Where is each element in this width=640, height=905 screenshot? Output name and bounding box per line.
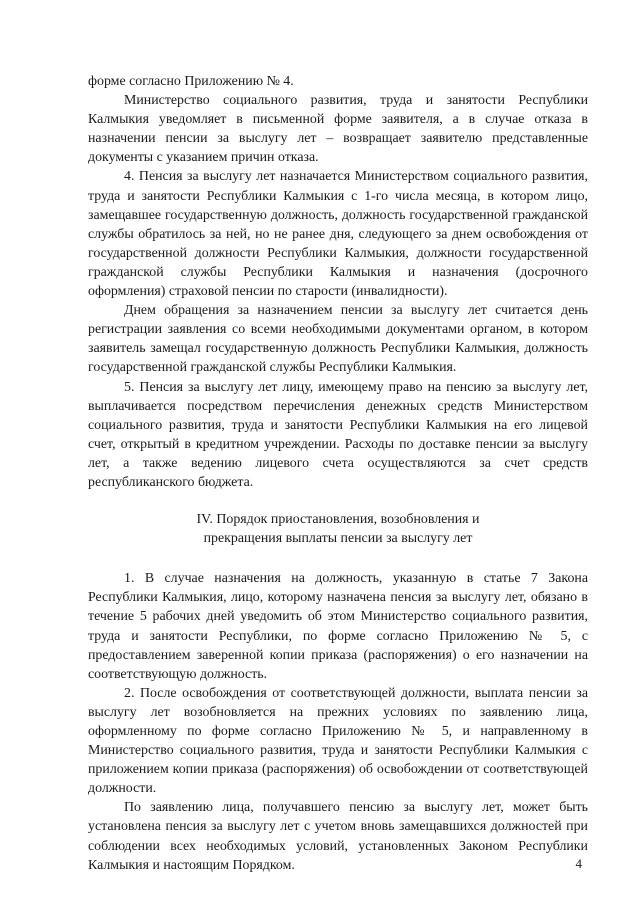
paragraph-continuation: форме согласно Приложению № 4. (88, 74, 294, 89)
page-number: 4 (575, 856, 582, 871)
section-title-line-1: IV. Порядок приостановления, возобновления и (196, 512, 480, 528)
paragraph-item-4: 4. Пенсия за выслугу лет назначается Министерством социального развития, труда и занятости Республики Калмыкия с 1-го числа месяца, в котором лицо, замещавшее государственную должность, должность государственной гражданской службы обратилось за ней, но не ранее дня, следующего за днем освобождения от государственной должности Республики Калмыкия, должности государственной гражданской службы Республики Калмыкия и назначения (досрочного оформления) страховой пенсии по старости (инвалидности). (88, 169, 588, 300)
paragraph-section-closing: По заявлению лица, получавшего пенсию за выслугу лет, может быть установлена пенсия за выслугу лет с учетом вновь замещавшихся должностей при соблюдении всех необходимых условий, установленных Законом Республики Калмыкия и настоящим Порядком. (88, 800, 588, 873)
paragraph-notification: Министерство социального развития, труда и занятости Республики Калмыкия уведомляет в письменной форме заявителя, а в случае отказа в назначении пенсии за выслугу лет – возвращает заявителю представленные документы с указанием причин отказа. (88, 93, 588, 166)
paragraph-section-item-1: 1. В случае назначения на должность, указанную в статье 7 Закона Республики Калмыкия, лицо, которому назначена пенсия за выслугу лет, обязано в течение 5 рабочих дней уведомить об этом Министерство социального развития, труда и занятости Республики, по форме согласно Приложению № 5, с предоставлением заверенной копии приказа (распоряжения) о его назначении на соответствующую должность. (88, 571, 588, 682)
paragraph-section-item-2: 2. После освобождения от соответствующей должности, выплата пенсии за выслугу лет возобновляется на прежних условиях по заявлению лица, оформленному по форме согласно Приложению № 5, и направленному в Министерство социального развития, труда и занятости Республики Калмыкия с приложением копии приказа (распоряжения) об освобождении от соответствующей должности. (88, 685, 588, 797)
section-title-line-2: прекращения выплаты пенсии за выслугу лет (203, 531, 473, 547)
section-title (88, 510, 588, 548)
paragraph-item-5: 5. Пенсия за выслугу лет лицу, имеющему право на пенсию за выслугу лет, выплачивается посредством перечисления денежных средств Министерством социального развития, труда и занятости Республики Калмыкия на его лицевой счет, открытый в кредитном учреждении. Расходы по доставке пенсии за выслугу лет, а также ведению лицевого счета осуществляются за счет средств республиканского бюджета. (88, 379, 588, 490)
document-body (88, 72, 588, 875)
paragraph-application-day: Днем обращения за назначением пенсии за выслугу лет считается день регистрации заявления со всеми необходимыми документами органом, в котором заявитель замещал государственную должность Республики Калмыкия, должность государственной гражданской службы Республики Калмыкия. (88, 303, 588, 376)
